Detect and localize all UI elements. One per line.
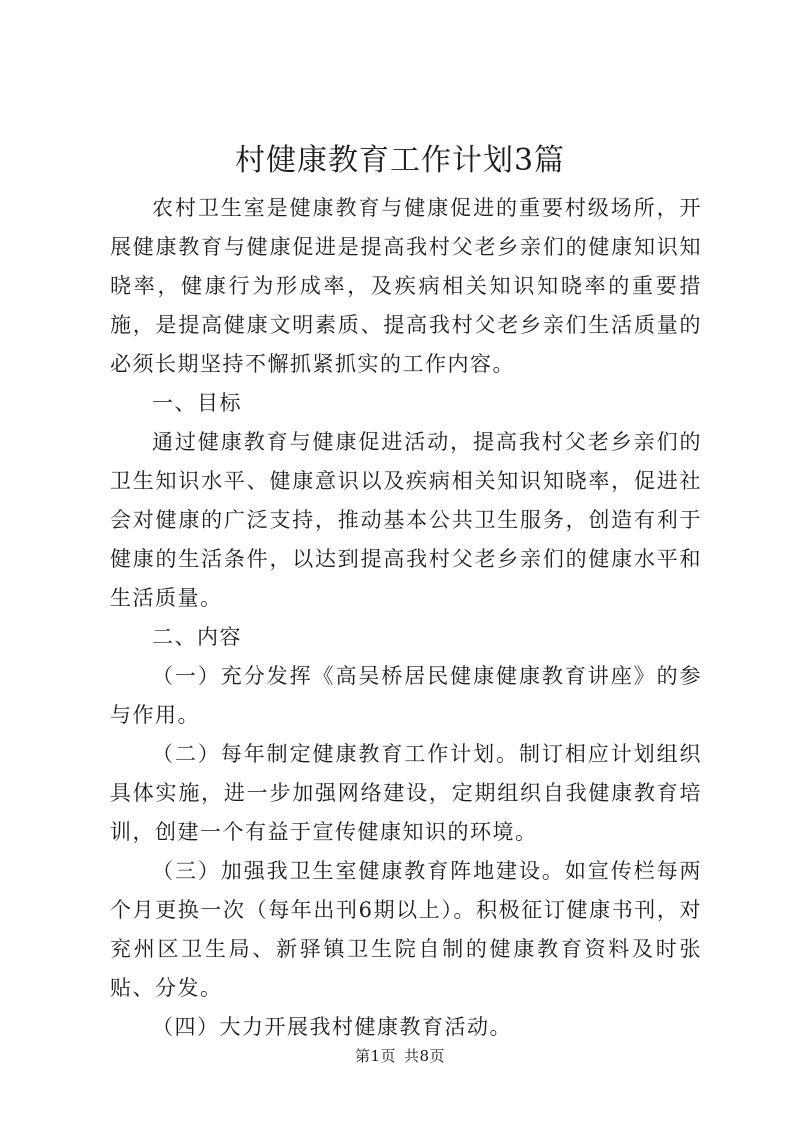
section-heading-content: 二、内容 <box>152 625 242 649</box>
page-footer <box>0 1046 800 1066</box>
content-item-1: （一）充分发挥《高吴桥居民健康健康教育讲座》的参与作用。 <box>110 664 702 727</box>
content-item-3: （三）加强我卫生室健康教育阵地建设。如宣传栏每两个月更换一次（每年出刊6期以上）。积极征订健康书刊，对兖州区卫生局、新驿镇卫生院自制的健康教育资料及时张贴、分发。 <box>110 859 702 1000</box>
goals-paragraph: 通过健康教育与健康促进活动，提高我村父老乡亲们的卫生知识水平、健康意识以及疾病相关知识知晓率，促进社会对健康的广泛支持，推动基本公共卫生服务，创造有利于健康的生活条件，以达到提高我村父老乡亲们的健康水平和生活质量。 <box>110 430 702 610</box>
page-number: 第1页 <box>354 1047 396 1065</box>
page-total: 共8页 <box>404 1047 446 1065</box>
section-heading-goals: 一、目标 <box>152 391 242 415</box>
document-title: 村健康教育工作计划3篇 <box>234 143 566 178</box>
intro-paragraph: 农村卫生室是健康教育与健康促进的重要村级场所，开展健康教育与健康促进是提高我村父老乡亲们的健康知识知晓率，健康行为形成率，及疾病相关知识知晓率的重要措施，是提高健康文明素质、提高我村父老乡亲们生活质量的必须长期坚持不懈抓紧抓实的工作内容。 <box>110 196 702 376</box>
content-item-2: （二）每年制定健康教育工作计划。制订相应计划组织具体实施，进一步加强网络建设，定期组织自我健康教育培训，创建一个有益于宣传健康知识的环境。 <box>110 742 702 844</box>
content-item-4: （四）大力开展我村健康教育活动。 <box>152 1015 512 1039</box>
document-body <box>110 189 702 1047</box>
